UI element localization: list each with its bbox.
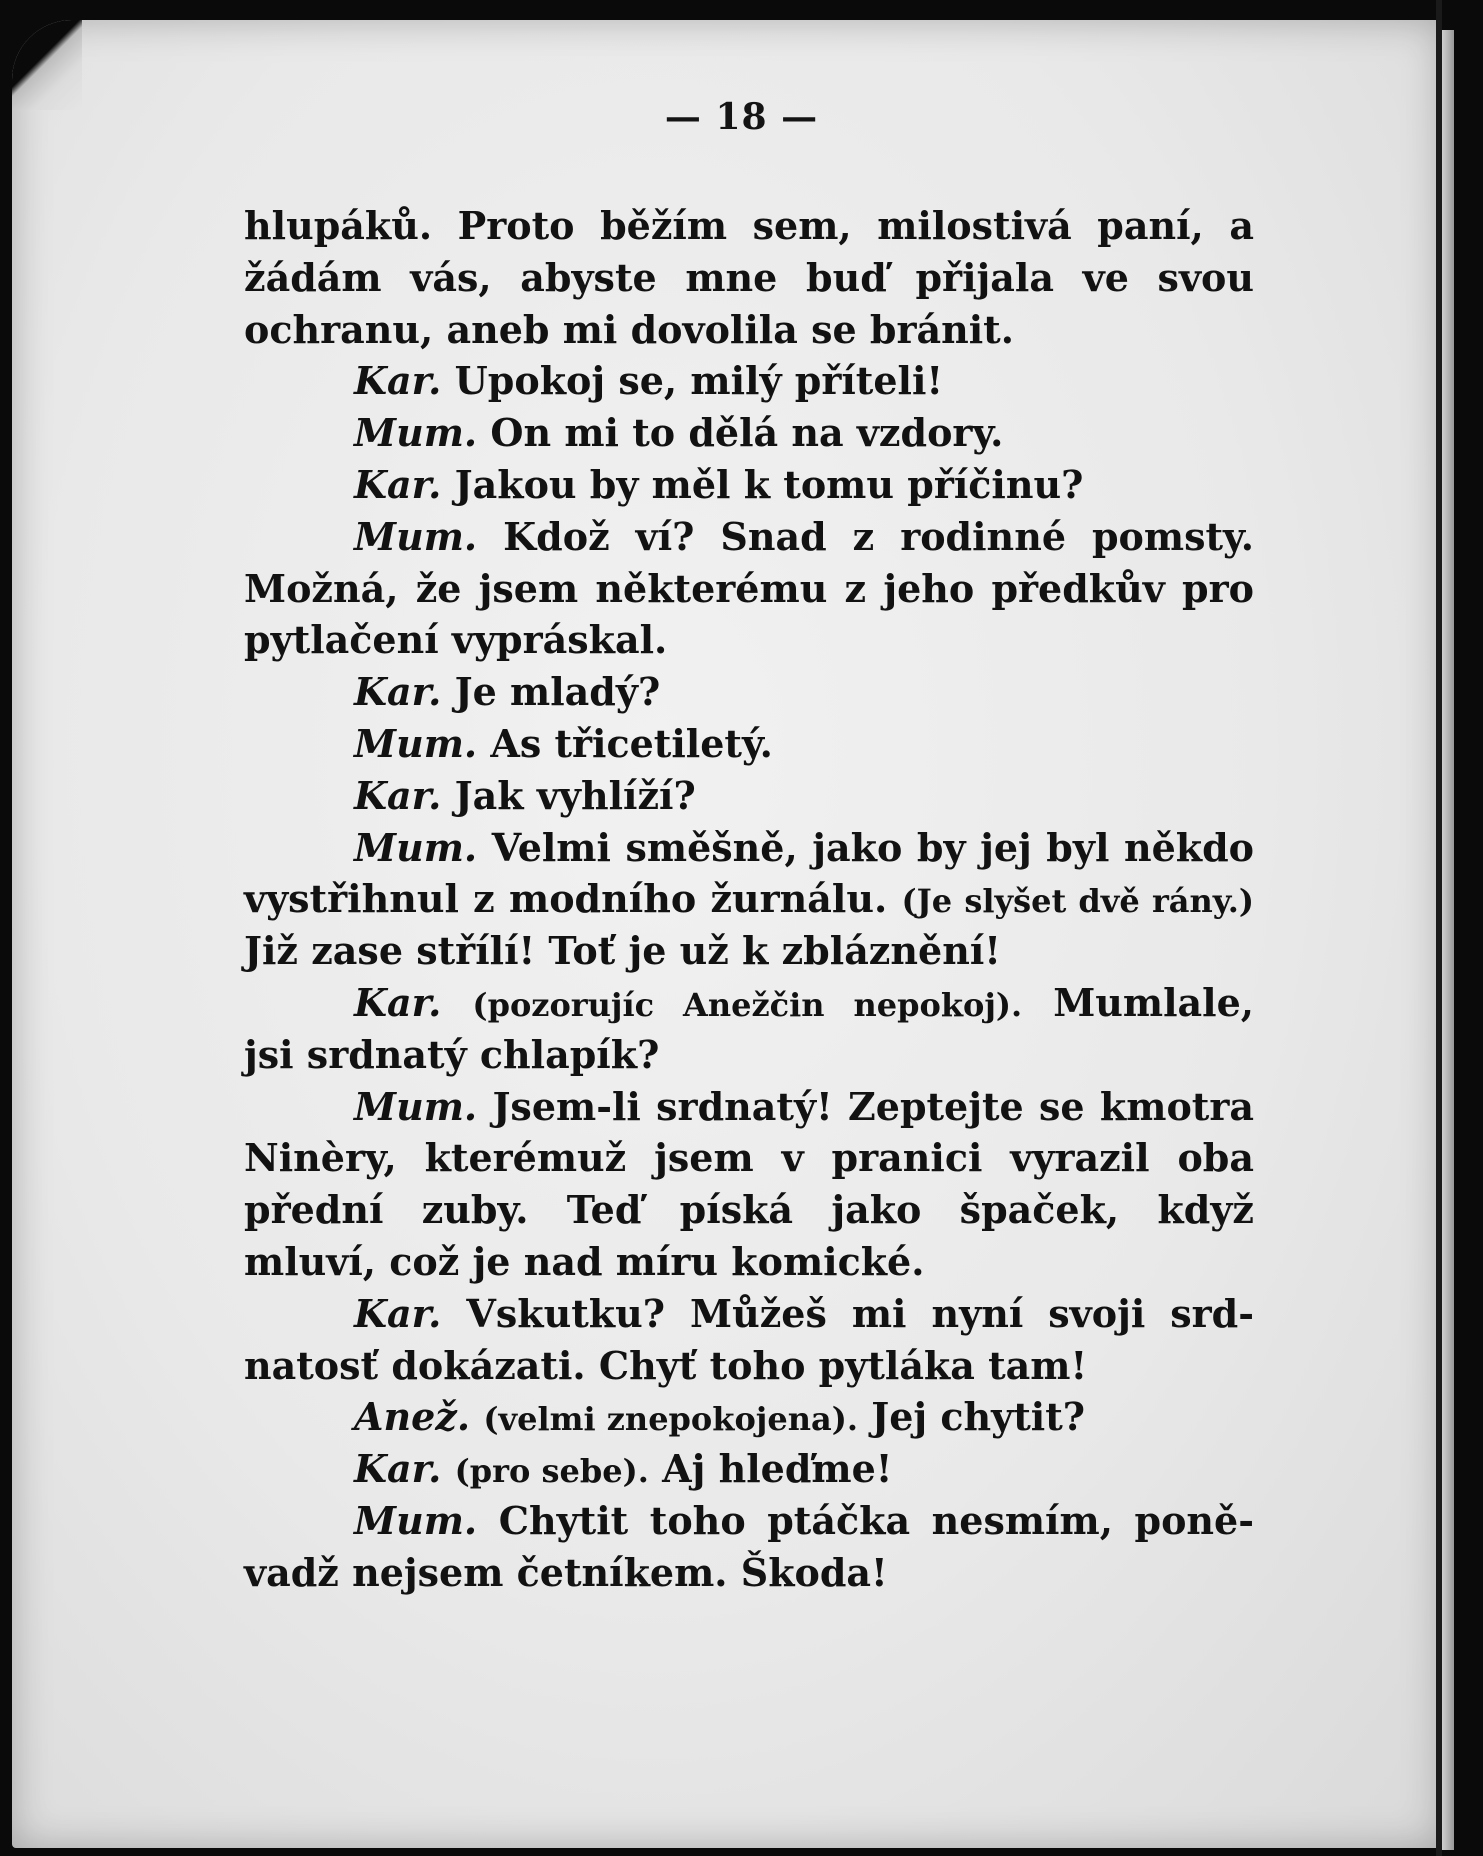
dialogue-line [244,355,1254,407]
dialogue-line [244,770,1254,822]
line-text: Chytit toho ptáčka nesmím, poně- [498,1497,1254,1543]
dialogue-line [244,1391,1254,1443]
line-text: As třicetiletý. [490,720,773,766]
page-number: — 18 — [664,96,819,138]
line-text: Velmi směšně, jako by jej byl někdo [491,824,1254,870]
line-text: Jakou by měl k tomu příčinu? [454,461,1084,507]
dialogue-line [244,666,1254,718]
speaker-label: Kar. [354,1446,442,1492]
speaker-label: Kar. [354,358,442,404]
line-text: Aj hleďme! [662,1446,893,1492]
dialogue-line [244,718,1254,770]
speaker-label: Mum. [354,720,478,766]
line-text: Je mladý? [454,669,661,715]
line-text: Možná, že jsem některému z jeho předkův pro [244,565,1254,611]
text-line [244,1547,1254,1599]
line-text: natosť dokázati. Chyť toho pytláka tam! [244,1342,1088,1388]
text-line [244,1340,1254,1392]
text-line [244,1029,1254,1081]
dialogue-line [244,1288,1254,1340]
line-text: přední zuby. Teď píská jako špaček, když [244,1187,1254,1233]
dialogue-line [244,822,1254,874]
line-text: Ninèry, kterémuž jsem v pranici vyrazil oba [244,1135,1254,1181]
speaker-label: Mum. [354,513,478,559]
text-line [244,1132,1254,1184]
line-text: jsi srdnatý chlapík? [244,1031,660,1077]
line-text: Jak vyhlíží? [454,772,696,818]
text-line [244,200,1254,252]
line-text: Vskutku? Můžeš mi nyní svoji srd- [466,1290,1254,1336]
speaker-label: Mum. [354,410,478,456]
speaker-label: Anež. [354,1394,471,1440]
speaker-label: Kar. [354,669,442,715]
line-text: Mumlale, [1053,979,1255,1025]
line-text: ochranu, aneb mi dovolila se bránit. [244,306,1014,352]
line-text: hlupáků. Proto běžím sem, milostivá paní, a [244,203,1254,248]
stage-direction: (Je slyšet dvě rány.) [901,882,1255,921]
dialogue-line [244,1443,1254,1495]
text-line [244,563,1254,615]
line-text: Jsem-li srdnatý! Zeptejte se kmotra [492,1083,1254,1129]
text-line [244,614,1254,666]
text-line [244,925,1254,977]
line-text: Jej chytit? [871,1394,1086,1440]
line-text: Upokoj se, milý příteli! [454,358,944,404]
play-text-body [244,200,1254,1599]
dialogue-line [244,407,1254,459]
line-text: vadž nejsem četníkem. Škoda! [244,1549,888,1595]
dialogue-line [244,977,1254,1029]
speaker-label: Kar. [354,772,442,818]
stage-direction: (pro sebe). [454,1452,649,1491]
dialogue-line [244,1495,1254,1547]
line-text: vystřihnul z modního žurnálu. [244,876,888,922]
text-line [244,873,1254,925]
text-line [244,1184,1254,1236]
line-text: žádám vás, abyste mne buď přijala ve svou [244,254,1254,300]
line-text: On mi to dělá na vzdory. [490,410,1004,456]
line-text: mluví, což je nad míru komické. [244,1238,925,1284]
speaker-label: Kar. [354,461,442,507]
dialogue-line [244,511,1254,563]
stage-direction: (pozorujíc Anežčin nepokoj). [472,985,1023,1024]
dialogue-line [244,1081,1254,1133]
speaker-label: Mum. [354,824,478,870]
line-text: Kdož ví? Snad z rodinné pomsty. [503,513,1254,559]
text-line [244,304,1254,356]
dialogue-line [244,459,1254,511]
line-text: pytlačení vypráskal. [244,617,668,663]
speaker-label: Mum. [354,1497,478,1543]
stage-direction: (velmi znepokojena). [483,1400,858,1439]
text-line [244,1236,1254,1288]
speaker-label: Kar. [354,1290,442,1336]
line-text: Již zase střílí! Toť je už k zbláznění! [244,928,1001,974]
speaker-label: Kar. [354,979,442,1025]
text-line [244,252,1254,304]
next-page-edge [1442,30,1454,1850]
speaker-label: Mum. [354,1083,478,1129]
